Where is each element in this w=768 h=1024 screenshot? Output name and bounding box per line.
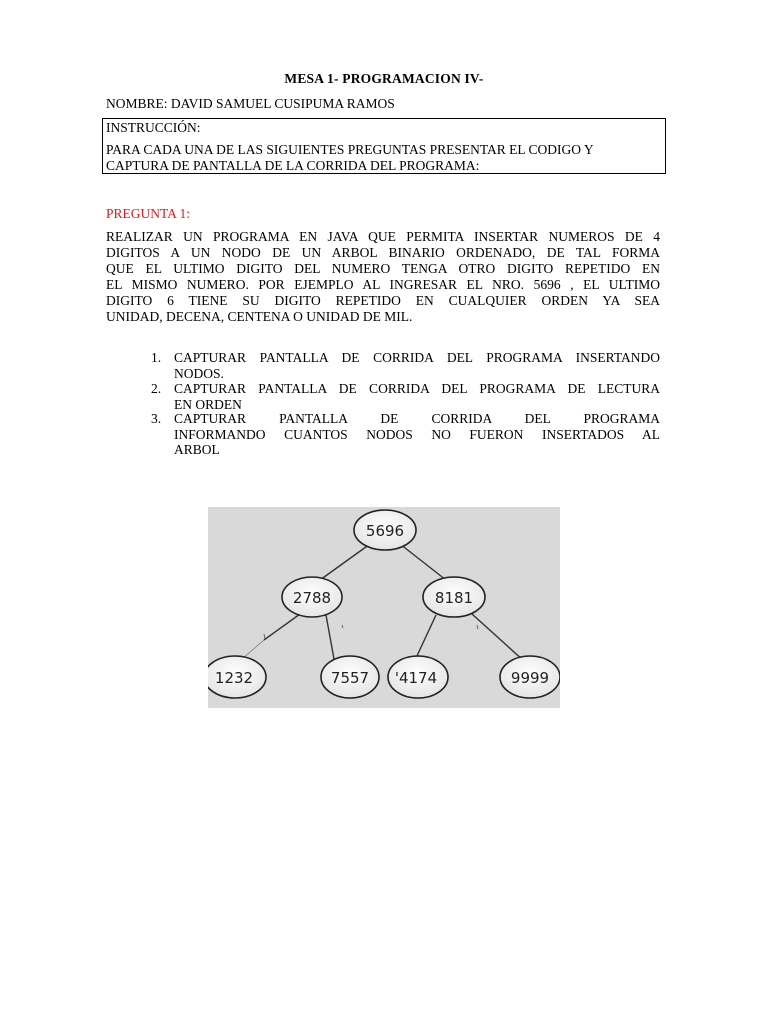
task-text-line: CAPTURAR PANTALLA DE CORRIDA DEL PROGRAMA INSERTANDO — [174, 350, 660, 365]
task-text-line: CAPTURAR PANTALLA DE CORRIDA DEL PROGRAMA DE LECTURA — [174, 381, 660, 396]
instruction-line: CAPTURA DE PANTALLA DE LA CORRIDA DEL PROGRAMA: — [106, 158, 480, 173]
tree-node-label: 9999 — [510, 669, 550, 687]
task-text-line: CAPTURAR PANTALLA DE CORRIDA DEL PROGRAMA — [174, 411, 660, 426]
paragraph-line: DIGITOS A UN NODO DE UN ARBOL BINARIO ORDENADO, DE TAL FORMA — [106, 245, 660, 260]
instruction-heading: INSTRUCCIÓN: — [106, 120, 201, 135]
tree-edge — [264, 614, 300, 640]
tree-tick — [477, 625, 478, 629]
task-number: 3. — [151, 411, 162, 426]
task-text-line: EN ORDEN — [174, 396, 242, 412]
question-paragraph — [106, 229, 660, 325]
task-list — [0, 350, 768, 458]
student-name: NOMBRE: DAVID SAMUEL CUSIPUMA RAMOS — [106, 96, 395, 111]
task-item — [0, 381, 768, 411]
paragraph-line: REALIZAR UN PROGRAMA EN JAVA QUE PERMITA INSERTAR NUMEROS DE 4 — [106, 229, 660, 244]
tree-tick — [264, 634, 265, 639]
tree-edge — [326, 615, 334, 659]
tree-node-label: '4174 — [394, 669, 438, 687]
task-number: 1. — [151, 350, 162, 365]
task-text-line: NODOS. — [174, 365, 224, 381]
task-number: 2. — [151, 381, 162, 396]
instruction-box — [102, 118, 666, 174]
binary-tree-image — [208, 507, 560, 708]
task-text-line: ARBOL — [174, 442, 220, 457]
task-text-line: INFORMANDO CUANTOS NODOS NO FUERON INSERTADOS AL — [174, 426, 660, 442]
tree-edge — [472, 614, 524, 661]
instruction-line: PARA CADA UNA DE LAS SIGUIENTES PREGUNTAS PRESENTAR EL CODIGO Y — [106, 142, 594, 157]
tree-ticks — [264, 625, 478, 639]
tree-edge — [320, 544, 370, 580]
tree-node-label: 7557 — [330, 669, 370, 687]
tree-tick — [342, 625, 343, 628]
tree-node-label: 5696 — [365, 522, 405, 540]
paragraph-line: EL MISMO NUMERO. POR EJEMPLO AL INGRESAR EL NRO. 5696 , EL ULTIMO — [106, 277, 660, 292]
paragraph-line: DIGITO 6 TIENE SU DIGITO REPETIDO EN CUALQUIER ORDEN YA SEA — [106, 293, 660, 308]
task-item — [0, 411, 768, 458]
tree-edge — [400, 544, 446, 580]
question-label: PREGUNTA 1: — [106, 206, 191, 221]
paragraph-line: UNIDAD, DECENA, CENTENA O UNIDAD DE MIL. — [106, 309, 413, 324]
tree-edge — [242, 640, 264, 659]
paragraph-line: QUE EL ULTIMO DIGITO DEL NUMERO TENGA OTRO DIGITO REPETIDO EN — [106, 261, 660, 276]
tree-edge — [416, 615, 436, 658]
tree-node-label: 1232 — [214, 669, 254, 687]
task-item — [0, 350, 768, 381]
tree-node-label: 8181 — [434, 589, 474, 607]
document-title: MESA 1- PROGRAMACION IV- — [284, 71, 484, 86]
tree-node-label: 2788 — [292, 589, 332, 607]
